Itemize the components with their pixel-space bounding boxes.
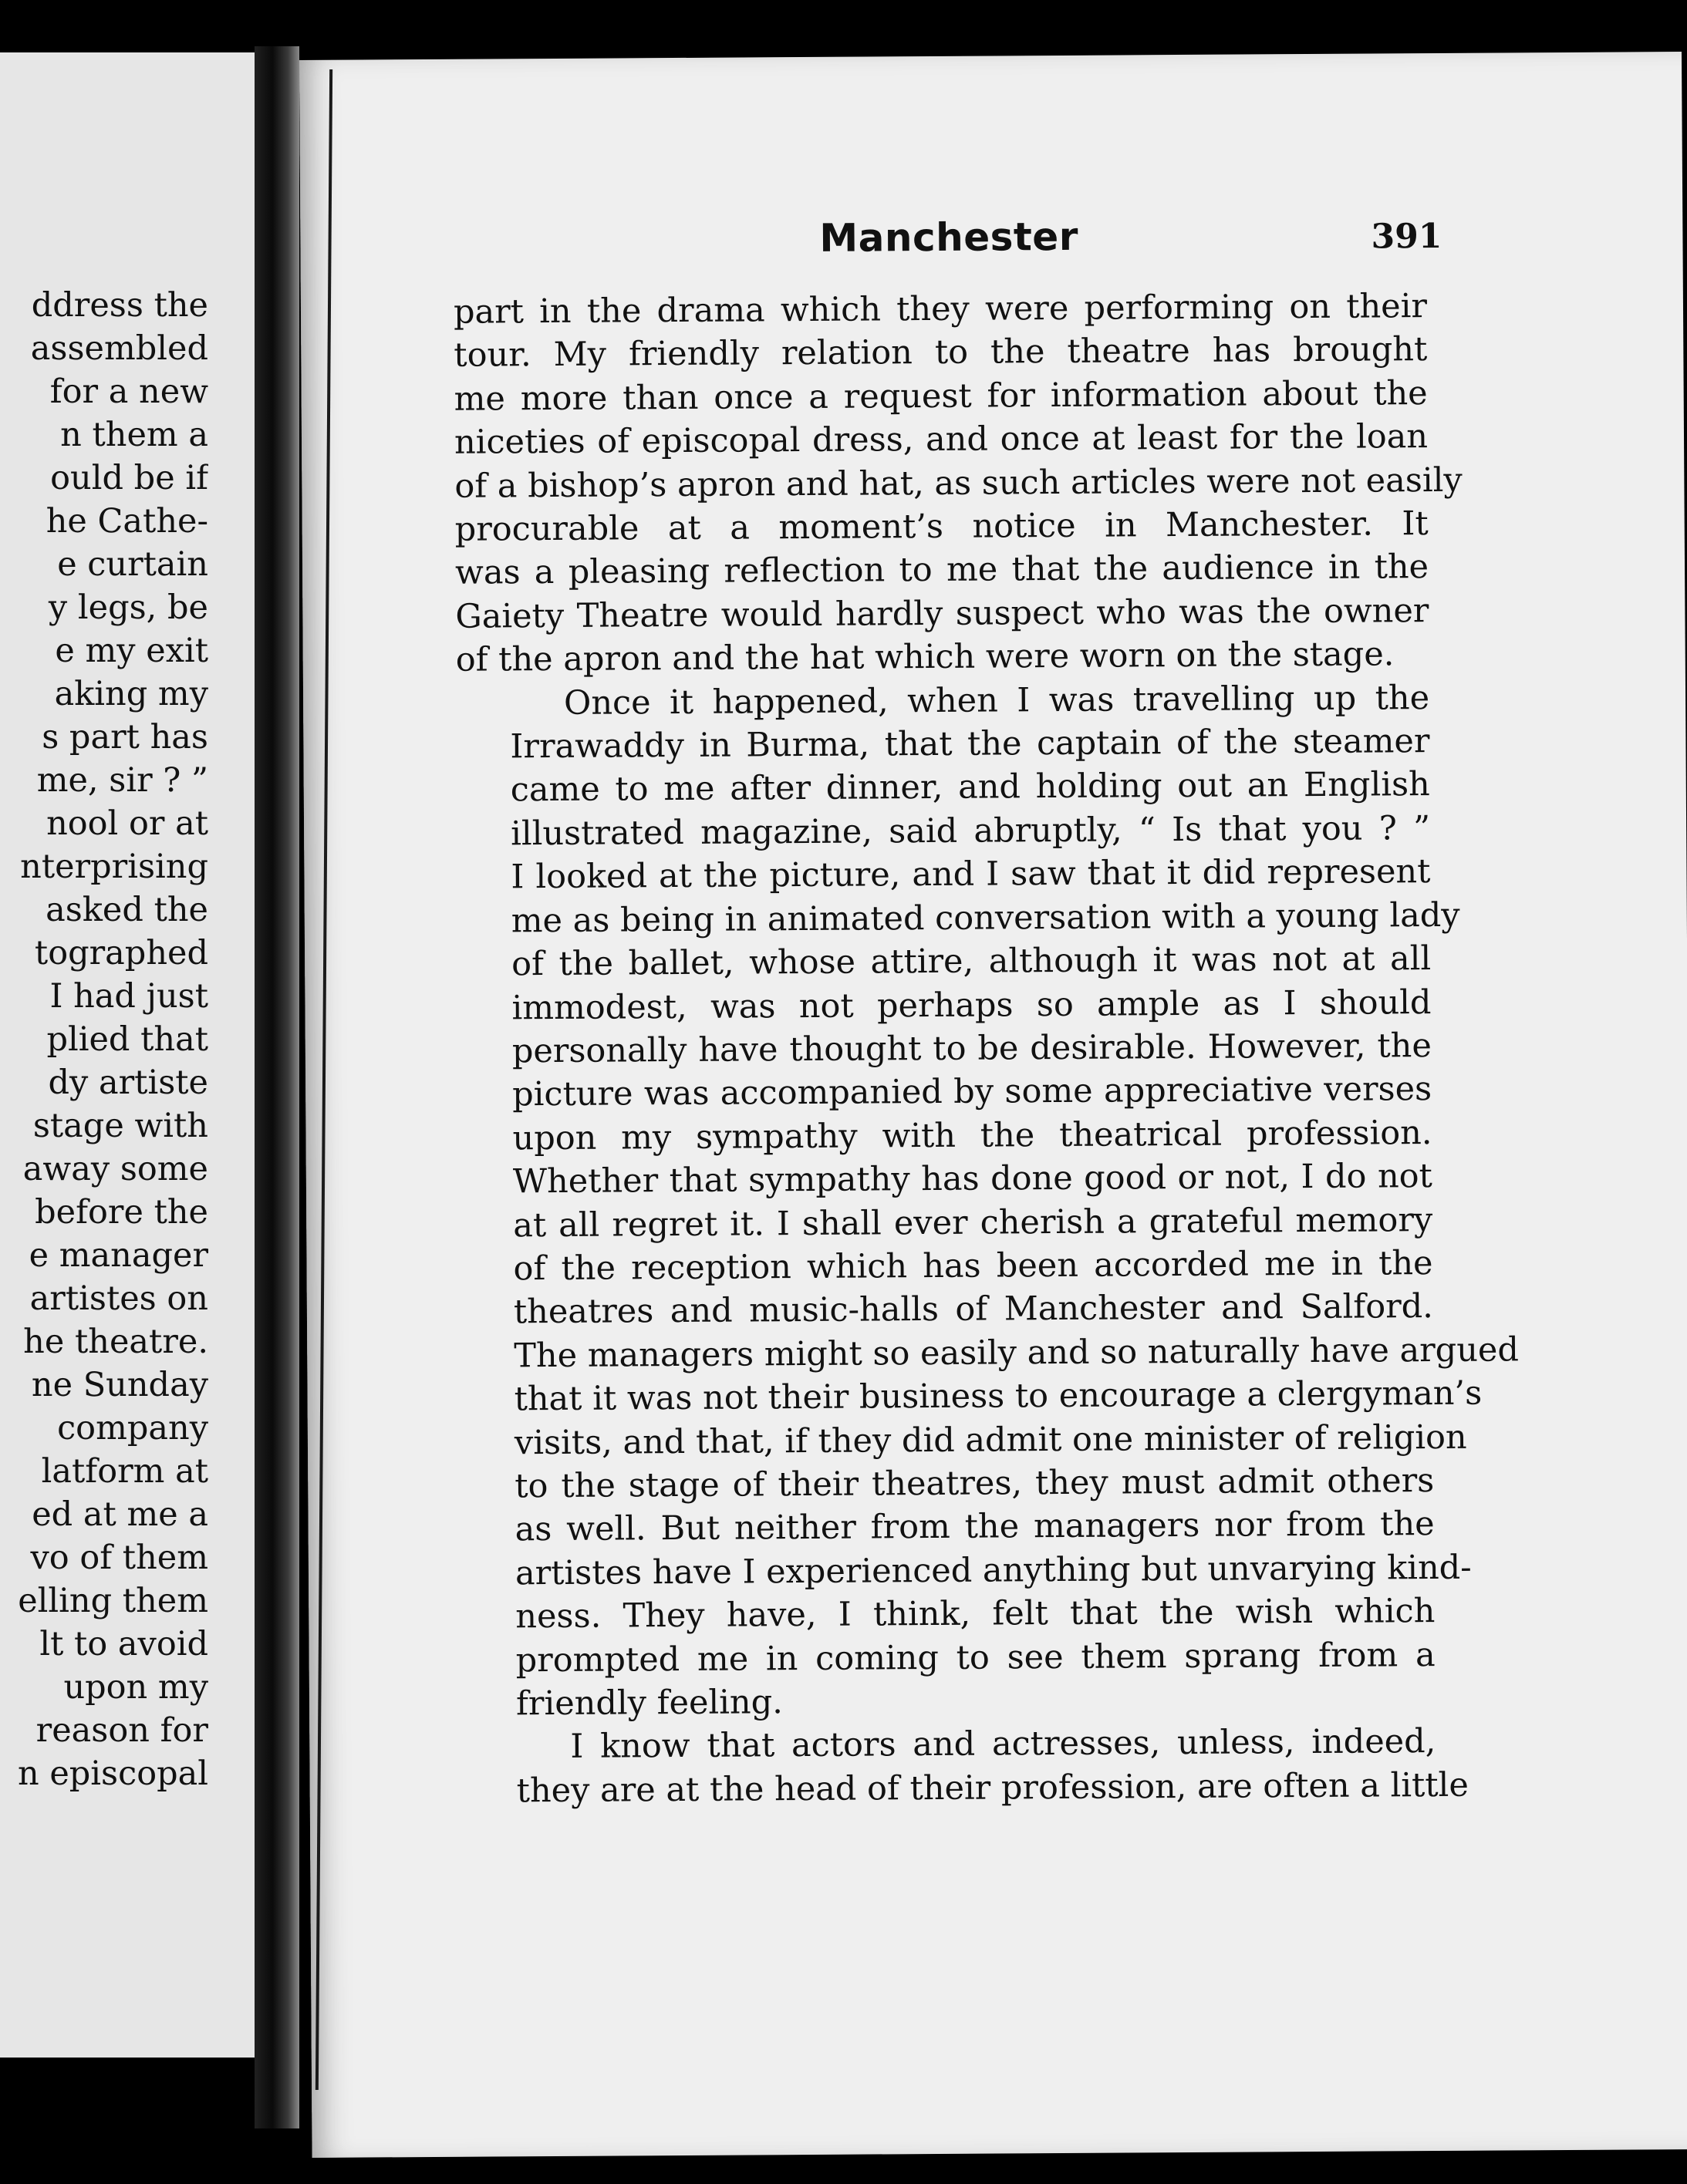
previous-page-line: n them a bbox=[60, 416, 208, 454]
running-title: Manchester bbox=[819, 214, 1079, 261]
text-line: that it was not their business to encourage a clergyman’s bbox=[514, 1373, 1483, 1419]
previous-page-line: ed at me a bbox=[32, 1495, 208, 1534]
text-line: The managers might so easily and so naturally have argued bbox=[514, 1330, 1520, 1376]
text-line: of the reception which has been accorded me in the bbox=[513, 1243, 1433, 1289]
paragraph bbox=[462, 1720, 1469, 1813]
text-line: of the apron and the hat which were worn on the stage. bbox=[455, 635, 1395, 680]
previous-page-line: y legs, be bbox=[48, 588, 208, 627]
previous-page-line: he theatre. bbox=[23, 1323, 208, 1361]
text-line: illustrated magazine, said abruptly, “ Is that you ? ” bbox=[510, 808, 1431, 854]
page-content bbox=[453, 212, 1520, 1813]
previous-page-line: elling them bbox=[18, 1582, 208, 1620]
text-line: as well. But neither from the managers nor from the bbox=[515, 1505, 1435, 1549]
text-line: I looked at the picture, and I saw that it did represent bbox=[511, 852, 1431, 897]
book-gutter bbox=[255, 46, 299, 2128]
text-line: Gaiety Theatre would hardly suspect who was the owner bbox=[455, 591, 1429, 636]
previous-page-line: tographed bbox=[34, 934, 208, 972]
previous-page-line: latform at bbox=[41, 1452, 208, 1491]
text-line: of the ballet, whose attire, although it was not at all bbox=[511, 939, 1432, 984]
page-number: 391 bbox=[1371, 216, 1442, 257]
previous-page-line: reason for bbox=[35, 1711, 208, 1750]
previous-page-line: dy artiste bbox=[48, 1063, 208, 1102]
previous-page-line: artistes on bbox=[29, 1279, 208, 1318]
previous-page-line: ddress the bbox=[31, 286, 208, 325]
text-line: friendly feeling. bbox=[515, 1683, 783, 1724]
text-line: they are at the head of their profession, are often a little bbox=[516, 1765, 1469, 1811]
previous-page-line: upon my bbox=[63, 1668, 208, 1707]
previous-page-line: before the bbox=[35, 1193, 208, 1232]
text-line: procurable at a moment’s notice in Manchester. It bbox=[454, 504, 1429, 549]
previous-page-line: nterprising bbox=[20, 848, 208, 886]
previous-page-line: e manager bbox=[29, 1236, 208, 1275]
previous-page-line: lt to avoid bbox=[39, 1625, 208, 1663]
previous-page-line: e curtain bbox=[57, 545, 208, 584]
text-line: prompted me in coming to see them sprang from a bbox=[515, 1635, 1436, 1680]
previous-page-line: plied that bbox=[46, 1020, 208, 1059]
text-line: visits, and that, if they did admit one minister of religion bbox=[514, 1417, 1467, 1462]
previous-page-text bbox=[0, 284, 208, 1795]
text-line: part in the drama which they were performing on their bbox=[453, 287, 1428, 332]
text-line: immodest, was not perhaps so ample as I should bbox=[511, 982, 1432, 1027]
text-line: ness. They have, I think, felt that the wish which bbox=[515, 1592, 1436, 1636]
previous-page-line: ould be if bbox=[50, 459, 208, 497]
running-head bbox=[453, 212, 1442, 272]
previous-page-line: aking my bbox=[54, 675, 208, 713]
previous-page-line: ne Sunday bbox=[31, 1366, 208, 1404]
previous-page-line: away some bbox=[22, 1150, 208, 1188]
body-text bbox=[453, 285, 1520, 1813]
previous-page-line: stage with bbox=[32, 1107, 208, 1145]
text-line: theatres and music-halls of Manchester and Salford. bbox=[513, 1287, 1434, 1332]
paragraph bbox=[453, 285, 1463, 682]
text-line: Once it happened, when I was travelling up the bbox=[563, 678, 1430, 723]
previous-page-line: for a new bbox=[49, 372, 208, 411]
previous-page-line: e my exit bbox=[55, 632, 208, 670]
text-line: Irrawaddy in Burma, that the captain of the steamer bbox=[510, 722, 1430, 767]
book-page bbox=[299, 52, 1687, 2158]
previous-page-line: nool or at bbox=[46, 804, 208, 843]
text-line: personally have thought to be desirable. However, the bbox=[511, 1026, 1432, 1071]
previous-page-line: n episcopal bbox=[17, 1754, 208, 1793]
text-line: Whether that sympathy has done good or not, I do not bbox=[512, 1157, 1433, 1202]
previous-page-line: I had just bbox=[49, 977, 208, 1016]
text-line: tour. My friendly relation to the theatre has brought bbox=[454, 330, 1428, 376]
previous-page-line: he Cathe- bbox=[46, 502, 208, 541]
text-line: artistes have I experienced anything but unvarying kind- bbox=[515, 1548, 1472, 1593]
previous-page-line: me, sir ? ” bbox=[36, 761, 208, 800]
previous-page-line: vo of them bbox=[30, 1539, 208, 1577]
text-line: me as being in animated conversation with a young lady bbox=[511, 895, 1460, 941]
paragraph bbox=[456, 676, 1520, 1726]
text-line: picture was accompanied by some appreciative verses bbox=[512, 1070, 1432, 1114]
text-line: I know that actors and actresses, unless, indeed, bbox=[570, 1722, 1436, 1767]
text-line: upon my sympathy with the theatrical profession. bbox=[512, 1113, 1432, 1158]
previous-page-line: assembled bbox=[30, 329, 208, 368]
text-line: of a bishop’s apron and hat, as such articles were not easily bbox=[454, 460, 1463, 506]
previous-page-line: asked the bbox=[46, 891, 208, 929]
text-line: niceties of episcopal dress, and once at least for the loan bbox=[454, 417, 1429, 462]
text-line: to the stage of their theatres, they must admit others bbox=[515, 1461, 1435, 1506]
text-line: at all regret it. I shall ever cherish a grateful memory bbox=[513, 1200, 1433, 1245]
previous-page-line: s part has bbox=[42, 718, 208, 757]
text-line: me more than once a request for information about the bbox=[454, 373, 1428, 419]
text-line: was a pleasing reflection to me that the audience in the bbox=[454, 548, 1429, 593]
text-line: came to me after dinner, and holding out an English bbox=[510, 765, 1430, 810]
previous-page-line: company bbox=[57, 1409, 208, 1448]
